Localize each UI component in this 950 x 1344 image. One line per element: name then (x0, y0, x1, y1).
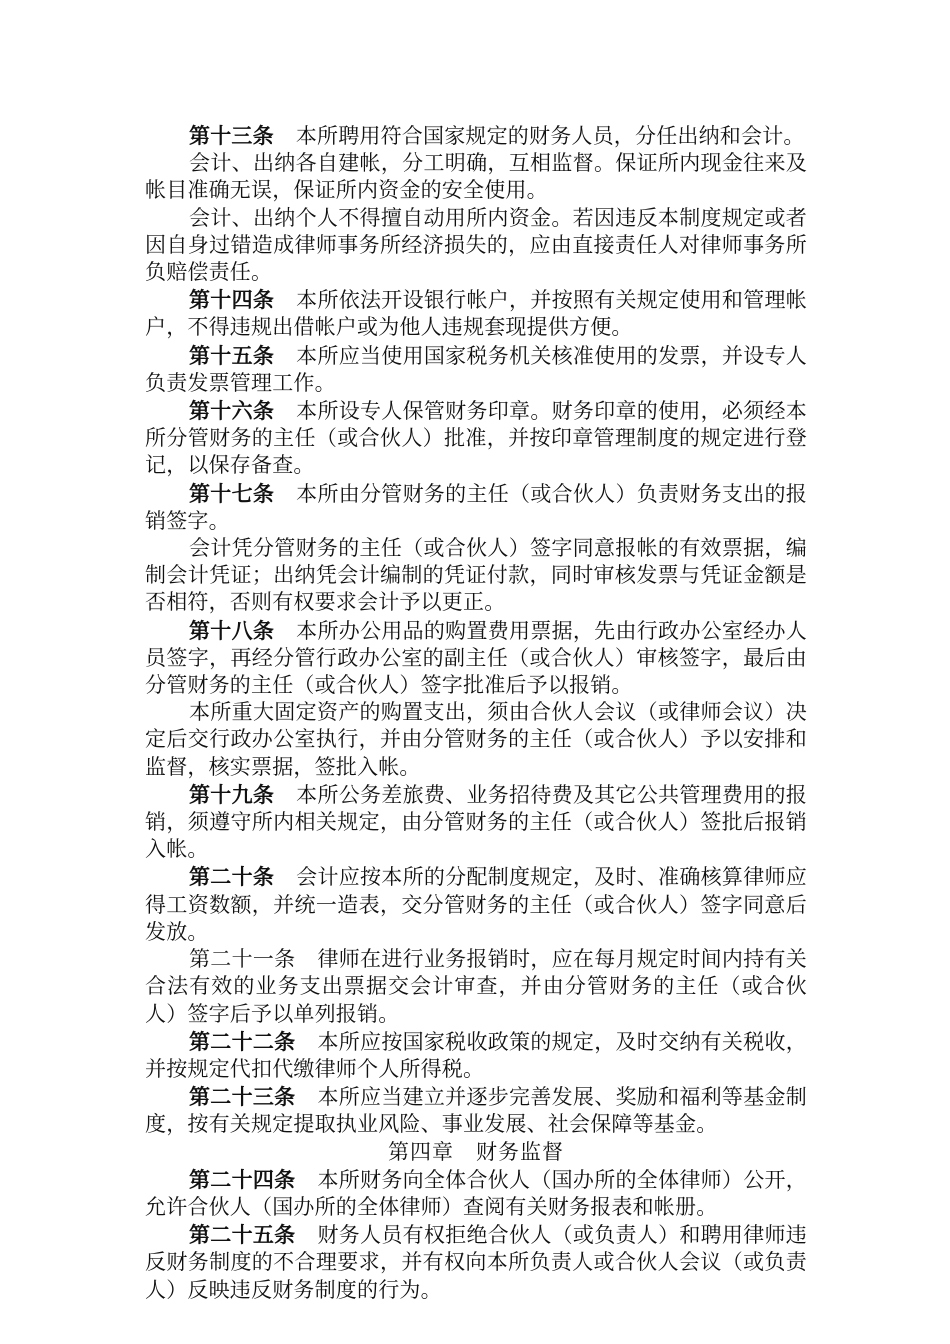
paragraph-text: 本所应当使用国家税务机关核准使用的发票，并设专人负责发票管理工作。 (145, 343, 807, 395)
paragraph-text: 财务人员有权拒绝合伙人（或负责人）和聘用律师违反财务制度的不合理要求，并有权向本所负责人或合伙人会议（或负责人）反映违反财务制度的行为。 (145, 1223, 807, 1302)
paragraph-text: 本所设专人保管财务印章。财务印章的使用，必须经本所分管财务的主任（或合伙人）批准，并按印章管理制度的规定进行登记，以保存备查。 (145, 399, 807, 478)
article-number: 第二十二条 (189, 1028, 296, 1054)
paragraph-article-16 (145, 397, 807, 480)
article-number: 第十九条 (189, 781, 275, 807)
paragraph-text: 本所依法开设银行帐户，并按照有关规定使用和管理帐户，不得违规出借帐户或为他人违规套现提供方便。 (145, 288, 807, 340)
paragraph-article-19 (145, 781, 807, 864)
paragraph-text: 本所公务差旅费、业务招待费及其它公共管理费用的报销，须遵守所内相关规定，由分管财务的主任（或合伙人）签批后报销入帐。 (145, 782, 807, 862)
paragraph-text: 本所办公用品的购置费用票据，先由行政办公室经办人员签字，再经分管行政办公室的副主任（或合伙人）审核签字，最后由分管财务的主任（或合伙人）签字批准后予以报销。 (145, 618, 807, 698)
paragraph-article-21 (145, 946, 807, 1028)
paragraph-17-2 (145, 535, 807, 617)
article-number: 第二十一条 (189, 947, 296, 972)
paragraph-text: 会计、出纳各自建帐，分工明确，互相监督。保证所内现金往来及帐目准确无误，保证所内资金的安全使用。 (145, 151, 807, 203)
paragraph-13-3 (145, 205, 807, 287)
article-number: 第二十五条 (189, 1222, 296, 1248)
paragraph-18-2 (145, 699, 807, 781)
paragraph-text: 本所重大固定资产的购置支出，须由合伙人会议（或律师会议）决定后交行政办公室执行，并由分管财务的主任（或合伙人）予以安排和监督，核实票据，签批入帐。 (145, 700, 807, 779)
chapter-heading: 第四章 财务监督 (388, 1139, 564, 1164)
paragraph-text: 律师在进行业务报销时，应在每月规定时间内持有关合法有效的业务支出票据交会计审查，并由分管财务的主任（或合伙人）签字后予以单列报销。 (145, 947, 807, 1026)
article-number: 第十三条 (189, 123, 274, 148)
paragraph-article-22 (145, 1028, 807, 1083)
paragraph-text: 本所应按国家税收政策的规定，及时交纳有关税收，并按规定代扣代缴律师个人所得税。 (145, 1029, 807, 1081)
paragraph-article-24 (145, 1166, 807, 1221)
paragraph-text: 会计应按本所的分配制度规定，及时、准确核算律师应得工资数额，并统一造表，交分管财务的主任（或合伙人）签字同意后发放。 (145, 865, 807, 944)
article-number: 第十四条 (189, 287, 275, 313)
paragraph-article-13 (145, 122, 807, 150)
paragraph-article-18 (145, 617, 807, 700)
paragraph-text: 本所应当建立并逐步完善发展、奖励和福利等基金制度，按有关规定提取执业风险、事业发展、社会保障等基金。 (145, 1085, 807, 1137)
article-number: 第十八条 (189, 617, 275, 643)
paragraph-article-25 (145, 1221, 807, 1304)
paragraph-text: 本所聘用符合国家规定的财务人员，分任出纳和会计。 (295, 124, 805, 148)
article-number: 第十五条 (189, 342, 275, 368)
document-page (145, 122, 807, 1304)
paragraph-text: 会计凭分管财务的主任（或合伙人）签字同意报帐的有效票据，编制会计凭证；出纳凭会计编制的凭证付款，同时审核发票与凭证金额是否相符，否则有权要求会计予以更正。 (145, 536, 807, 615)
paragraph-text: 本所由分管财务的主任（或合伙人）负责财务支出的报销签字。 (145, 481, 807, 533)
article-number: 第十七条 (189, 480, 275, 506)
paragraph-text: 会计、出纳个人不得擅自动用所内资金。若因违反本制度规定或者因自身过错造成律师事务所经济损失的，应由直接责任人对律师事务所负赔偿责任。 (145, 205, 807, 285)
paragraph-article-14 (145, 286, 807, 341)
article-number: 第二十四条 (189, 1166, 296, 1192)
paragraph-article-23 (145, 1083, 807, 1138)
paragraph-text: 本所财务向全体合伙人（国办所的全体律师）公开，允许合伙人（国办所的全体律师）查阅有关财务报表和帐册。 (145, 1167, 807, 1219)
article-number: 第二十条 (189, 864, 275, 890)
paragraph-13-2 (145, 150, 807, 204)
paragraph-article-15 (145, 342, 807, 397)
article-number: 第二十三条 (189, 1084, 296, 1110)
article-number: 第十六条 (189, 398, 275, 424)
paragraph-article-20 (145, 863, 807, 946)
paragraph-article-17 (145, 480, 807, 535)
